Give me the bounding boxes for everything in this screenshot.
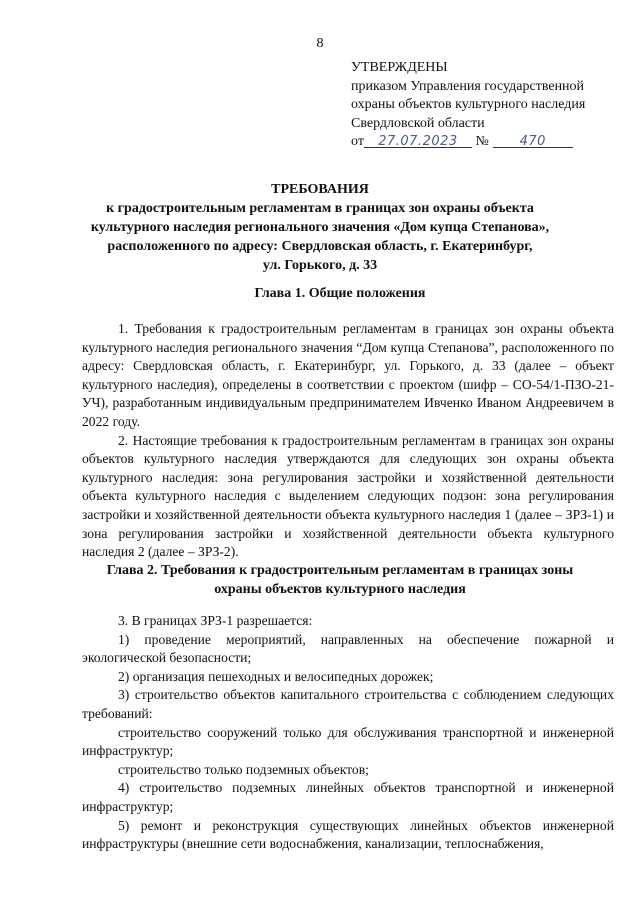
approval-block — [351, 59, 631, 152]
list-item-3: 3) строительство объектов капитального строительства с соблюдением следующих требований: — [82, 687, 614, 721]
chapter2-heading-line-2: охраны объектов культурного наследия — [214, 582, 466, 597]
title-line-4: ул. Горького, д. 33 — [262, 258, 378, 273]
approval-line-3: Свердловской области — [351, 115, 485, 131]
handwritten-date: 27.07.2023 — [378, 134, 458, 149]
approval-line-2: охраны объектов культурного наследия — [351, 97, 586, 112]
chapter1-heading: Глава 1. Общие положения — [254, 286, 426, 301]
title-line-3: расположенного по адресу: Свердловская область, г. Екатеринбург, — [107, 239, 533, 254]
approval-line-1: приказом Управления государственной — [351, 78, 585, 94]
page-number: 8 — [316, 36, 324, 51]
list-item-3b: строительство только подземных объектов; — [118, 761, 369, 777]
chapter2-heading — [60, 561, 620, 599]
title-heading: ТРЕБОВАНИЯ — [271, 182, 369, 197]
number-sign: № — [475, 134, 489, 149]
date-prefix: от — [351, 134, 364, 149]
list-item-5: 5) ремонт и реконструкция существующих линейных объектов инженерной инфраструктуры (внешние сети водоснабжения, канализации, теплоснабжения, — [82, 817, 614, 852]
number-field — [493, 133, 573, 148]
paragraph-1: 1. Требования к градостроительным регламентам в границах зон охраны объекта культурного наследия регионального значения “Дом купца Степанова”, расположенного по адресу: Свердловская область, г. Екатеринбург, ул. Горького, д. 33 (далее – объект культурного наследия), определены в соответствии с проектом (шифр – СО-54/1-ПЗО-21-УЧ), разработанным индивидуальным предпринимателем Ивченко Иваном Андреевичем в 2022 году. — [82, 321, 614, 429]
paragraph-2: 2. Настоящие требования к градостроительным регламентам в границах зон охраны объектов культурного наследия утверждаются для следующих зон охраны объекта культурного наследия: зона регулирования застройки и хозяйственной деятельности объекта культурного наследия с выделением следующих подзон: зона регулирования застройки и хозяйственной деятельности объекта культурного наследия 1 (далее – ЗРЗ-1) и зона регулирования застройки и хозяйственной деятельности объекта культурного наследия 2 (далее – ЗРЗ-2). — [82, 432, 614, 560]
approval-heading: УТВЕРЖДЕНЫ — [351, 60, 448, 75]
list-item-4: 4) строительство подземных линейных объектов транспортной и инженерной инфраструктур; — [82, 780, 614, 814]
list-item-2: 2) организация пешеходных и велосипедных дорожек; — [118, 668, 434, 684]
document-title — [60, 180, 580, 275]
list-item-1: 1) проведение мероприятий, направленных на обеспечение пожарной и экологической безопасности; — [82, 631, 614, 666]
chapter1-body — [82, 320, 614, 562]
list-item-3a: строительство сооружений только для обслуживания транспортной и инженерной инфраструктур; — [82, 724, 614, 759]
chapter2-heading-line-1: Глава 2. Требования к градостроительным регламентам в границах зоны — [106, 563, 574, 578]
approval-date-line — [351, 133, 631, 152]
date-field — [364, 133, 472, 148]
title-line-1: к градостроительным регламентам в границах зон охраны объекта — [106, 201, 534, 216]
chapter2-body — [82, 612, 614, 854]
handwritten-number: 470 — [519, 134, 546, 149]
title-line-2: культурного наследия регионального значения «Дом купца Степанова», — [90, 220, 550, 235]
paragraph-3: 3. В границах ЗРЗ-1 разрешается: — [118, 613, 313, 628]
